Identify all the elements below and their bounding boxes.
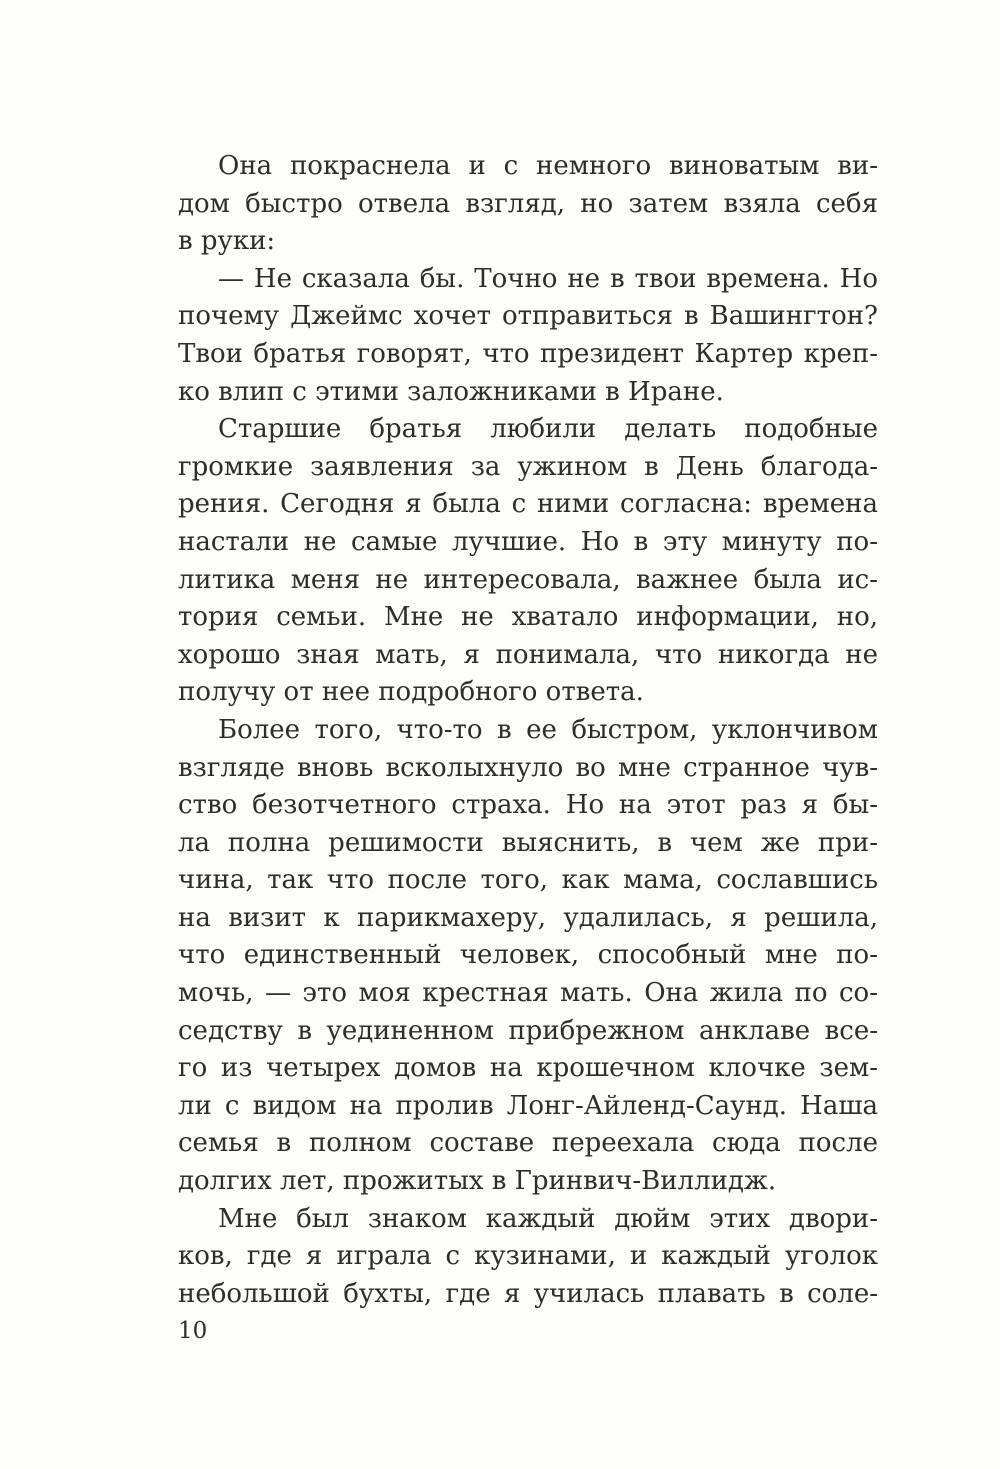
text-block — [178, 148, 878, 1346]
text-line: ли с видом на пролив Лонг-Айленд-Саунд. Наша — [178, 1090, 878, 1121]
text-line: взгляде вновь всколыхнуло во мне странное чув- — [178, 752, 878, 783]
paragraph — [178, 411, 878, 712]
text-line: хорошо зная мать, я понимала, что никогда не — [178, 639, 878, 670]
text-line: Твои братья говорят, что президент Картер креп- — [178, 338, 878, 369]
paragraph — [178, 261, 878, 411]
text-line: тория семьи. Мне не хватало информации, но, — [178, 602, 878, 633]
text-line: небольшой бухты, где я училась плавать в соле- — [178, 1278, 878, 1309]
text-line: долгих лет, прожитых в Гринвич-Виллидж. — [178, 1166, 777, 1197]
text-line: рения. Сегодня я была с ними согласна: времена — [178, 489, 878, 520]
text-line: Более того, что-то в ее быстром, уклончивом — [218, 714, 878, 745]
text-line: седству в уединенном прибрежном анклаве все- — [178, 1015, 878, 1046]
text-line: громкие заявления за ужином в День благода- — [178, 451, 878, 482]
text-line: Мне был знаком каждый дюйм этих двори- — [218, 1203, 878, 1234]
text-line: на визит к парикмахеру, удалилась, я решила, — [178, 902, 878, 933]
text-line: ков, где я играла с кузинами, и каждый уголок — [178, 1241, 878, 1272]
text-line: что единственный человек, способный мне по- — [178, 940, 878, 971]
paragraph — [178, 712, 878, 1201]
text-line: го из четырех домов на крошечном клочке зем- — [178, 1053, 878, 1084]
text-line: литика меня не интересовала, важнее была ис- — [178, 564, 878, 595]
text-line: ла полна решимости выяснить, в чем же при- — [178, 827, 878, 858]
text-line: настали не самые лучшие. Но в эту минуту по- — [178, 526, 878, 557]
text-line: дом быстро отвела взгляд, но затем взяла себя — [178, 188, 878, 219]
text-line: ство безотчетного страха. Но на этот раз я бы- — [178, 790, 878, 821]
text-line: в руки: — [178, 226, 276, 257]
text-line: семья в полном составе переехала сюда после — [178, 1128, 878, 1159]
text-line: почему Джеймс хочет отправиться в Вашингтон? — [178, 301, 878, 332]
paragraph — [178, 1201, 878, 1314]
text-line: Она покраснела и с немного виноватым ви- — [218, 151, 878, 181]
text-line: мочь, — это моя крестная мать. Она жила по со- — [178, 978, 878, 1009]
page-number: 10 — [178, 1318, 208, 1345]
text-line: чина, так что после того, как мама, сославшись — [178, 865, 878, 896]
text-line: получу от нее подробного ответа. — [178, 677, 644, 708]
text-line: — Не сказала бы. Точно не в твои времена. Но — [218, 263, 878, 294]
paragraph — [178, 148, 878, 261]
text-line: ко влип с этими заложниками в Иране. — [178, 376, 724, 407]
text-line: Старшие братья любили делать подобные — [218, 414, 878, 445]
